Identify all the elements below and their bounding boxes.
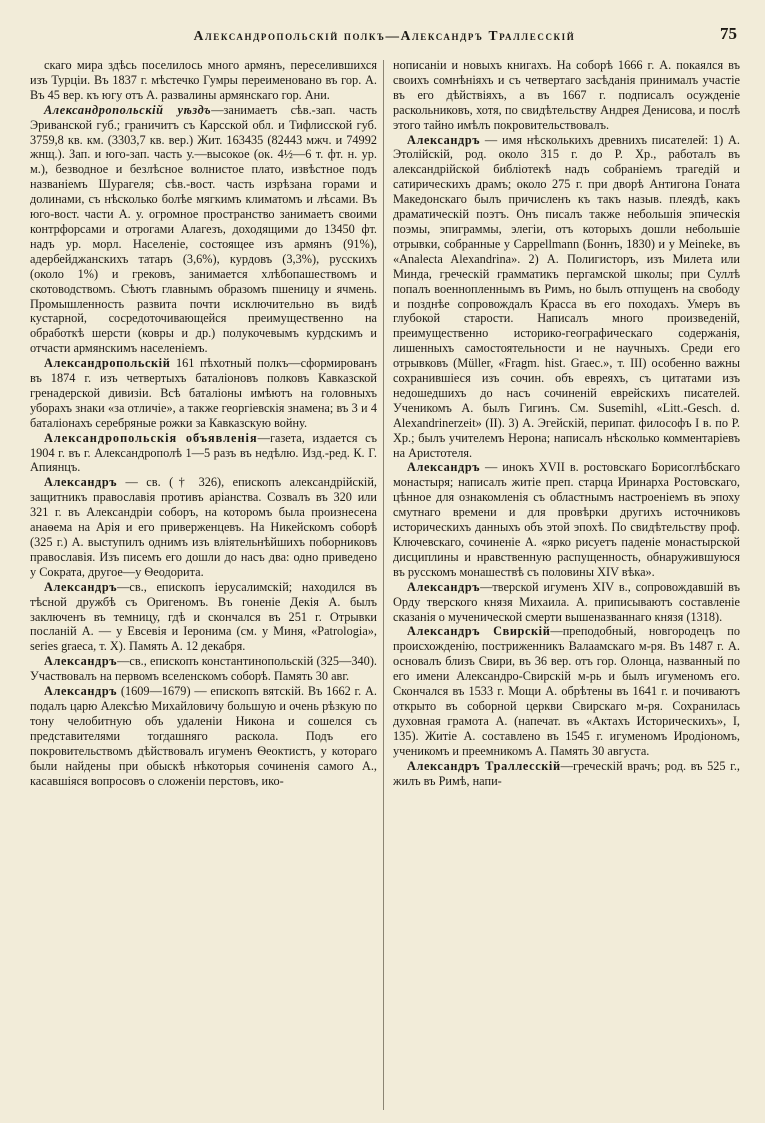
entry-headword: Александръ <box>44 475 118 490</box>
entry-paragraph: нописаніи и новыхъ книгахъ. На соборѣ 1666 г. А. покаялся въ своихъ сомнѣніяхъ и съ четвертаго засѣданія принималъ участіе въ его дѣйствіяхъ, а въ 1667 г. подписалъ осужденіе раскольниковъ, хотя, по свидѣтельству Андрея Денисова, и послѣ этого тайно имѣлъ покровительствовалъ. <box>393 58 740 132</box>
page-number: 75 <box>720 24 737 43</box>
entry-headword: Александръ <box>407 579 481 594</box>
entry-headword: Александропольскія объявленія <box>44 430 258 445</box>
entry-headword: Александръ Траллесскій <box>407 758 561 773</box>
entry-headword: Александропольскій <box>44 356 171 371</box>
entry-paragraph: Александръ (1609—1679) — епископъ вятскій. Въ 1662 г. А. подалъ царю Алексѣю Михайловичу большую и очень рѣзкую по тону челобитную объ удаленіи Никона и сошелся съ представителями тогдашняго раскола. Подъ его покровительствомъ дѣйствовалъ игуменъ Ѳеоктистъ, у котораго были найдены при обыскѣ нѣкоторыя сочиненія самого А., касавшіяся вопросовъ о сложеніи перстовъ, ико- <box>30 684 377 788</box>
entry-paragraph: Александропольскій уѣздъ—занимаетъ сѣв.-зап. часть Эриванской губ.; граничитъ съ Карсской обл. и Тифлисской губ. 3759,8 кв. км. (3303,7 кв. вер.) Жит. 163435 (82443 мжч. и 74992 жнщ.). Зап. и юго-зап. часть у.—высокое (ок. 4½—6 т. фт. н. ур. м.), безводное и безлѣсное волнистое плато, извѣстное подъ названіемъ Шурагеля; сѣв.-вост. часть изрѣзана горами и долинами, съ нѣсколько болѣе мягкимъ климатомъ и лѣсами. Въ юго-вост. части А. у. огромное пространство занимаетъ своими контрфорсами и отрогами Алагезъ, доходящими до 13450 фт. надъ ур. морл. Населеніе, состоящее изъ армянъ (91%), адербейджанскихъ татаръ (3,6%), курдовъ (3,3%), русскихъ (около 1%) и грековъ, занимается хлѣбопашествомъ и скотоводствомъ. Сѣютъ главнымъ образомъ пшеницу и ячмень. Промышленность развита почти исключительно въ видѣ кустарной, сосредоточивающейся преимущественно на обработкѣ шерсти (ковры и др.) полукочевымъ курдскимъ и отчасти армянскимъ населеніемъ. <box>30 102 377 356</box>
left-column <box>30 58 377 788</box>
entry-headword: Александръ <box>44 579 118 594</box>
header-title: Александропольскій полкъ—Александръ Траллесскій <box>193 28 576 43</box>
entry-headword: Александръ <box>407 460 481 475</box>
entry-paragraph: Александръ — св. († 326), епископъ александрійскій, защитникъ православія противъ аріанства. Созвалъ въ 320 или 321 г. въ Александріи соборъ, на которомъ была произнесена анаѳема на Арія и его приверженцевъ. На Никейскомъ соборѣ (325 г.) А. выступилъ однимъ изъ вліятельнѣйшихъ поборниковъ православія. Изъ писемъ его дошли до насъ два: одно приведено у Сократа, другое—у Ѳеодорита. <box>30 475 377 579</box>
entry-paragraph: скаго мира здѣсь поселилось много армянъ, переселившихся изъ Турціи. Въ 1837 г. мѣстечко Гумры переименовано въ гор. А. Въ 45 вер. къ югу отъ А. развалины армянскаго гор. Ани. <box>30 58 377 102</box>
entry-paragraph: Александропольскія объявленія—газета, издается съ 1904 г. въ г. Александрополѣ 1—5 разъ въ недѣлю. Изд.-ред. К. Г. Апиянцъ. <box>30 430 378 475</box>
entry-headword: Александръ <box>44 684 118 699</box>
entry-paragraph: Александръ — инокъ XVII в. ростовскаго Борисоглѣбскаго монастыря; написалъ житіе преп. старца Иринарха Ростовскаго, цѣнное для ознакомленія съ областнымъ настроеніемъ въ эпоху смутнаго времени и для провѣрки другихъ источниковъ историческихъ данныхъ объ этой эпохѣ. По свидѣтельству проф. Ключевскаго, сочиненіе А. «ярко рисуетъ паденіе монастырской дисциплины и нравственную распущенность, обнаружившуюся въ русскомъ монашествѣ съ половины XIV вѣка». <box>393 460 740 579</box>
right-column <box>393 58 740 788</box>
column-divider <box>383 60 384 1110</box>
entry-paragraph: Александръ — имя нѣсколькихъ древнихъ писателей: 1) А. Этолійскій, род. около 315 г. до Р. Хр., работалъ въ александрійской библіотекѣ надъ собраніемъ трагедій и сатирическихъ драмъ; около 275 г. при дворѣ Антигона Гоната Македонскаго былъ причисленъ къ такъ назыв. плеядѣ, какъ драматическій поэтъ. Онъ писалъ также небольшія эпическія поэмы, эпиграммы, элегіи, отъ которыхъ дошли небольшіе отрывки, собранные у Cappellmann (Боннъ, 1830) и у Meineke, въ «Analecta Alexandrina». 2) А. Полигисторъ, изъ Милета или Минда, греческій грамматикъ пергамской школы; при Суллѣ попалъ военнопленнымъ въ Римъ, но былъ отпущенъ на свободу и позднѣе сопровождалъ Красса въ его походахъ. Умеръ въ глубокой старости. Написалъ много произведеній, преимущественно историко-географическаго содержанія, лишенныхъ самостоятельности и не научныхъ. Среди его отрывковъ (Müller, «Fragm. hist. Graec.», т. III) особенно важны сохранившіеся изъ сочин. объ евреяхъ, съ цитатами изъ недошедшихъ до насъ сочиненій еврейскихъ писателей. Ученикомъ А. былъ Гигинъ. См. Susemihl, «Litt.-Gesch. d. Alexandrinerzeit» (II). 3) А. Эгейскій, перипат. философъ I в. по Р. Хр.; былъ учителемъ Нерона; написалъ нѣсколько комментаріевъ на Аристотеля. <box>393 132 740 460</box>
entry-headword: Александръ <box>407 132 481 147</box>
entry-paragraph: Александръ Свирскій—преподобный, новгородецъ по происхожденію, постриженникъ Валаамскаго м-ря. Въ 1487 г. А. основалъ близъ Свири, въ 36 вер. отъ гор. Олонца, названный по его имени Александро-Свирскій м-рь и былъ игуменомъ его. Скончался въ 1533 г. Мощи А. обрѣтены въ 1641 г. и почиваютъ открыто въ соборной церкви Свирскаго м-ря. Сохранилась духовная грамота А. (напечат. въ «Актахъ Историческихъ», I, 135). Житіе А. составлено въ 1545 г. игуменомъ Иродіономъ, ученикомъ и преемникомъ А. Память 30 августа. <box>393 624 740 758</box>
running-header <box>32 24 737 50</box>
entry-headword: Александръ Свирскій <box>407 624 551 639</box>
entry-headword: Александръ <box>44 654 118 669</box>
entry-paragraph: Александръ—св., епископъ іерусалимскій; находился въ тѣсной дружбѣ съ Оригеномъ. Въ гоненіе Декія А. былъ заключенъ въ темницу, гдѣ и скончался въ 251 г. Отрывки посланій А. — у Евсевія и Іеронима (см. у Миня, «Patrologia», series graeca, т. X). Память А. 12 декабря. <box>30 579 377 654</box>
entry-paragraph: Александръ—св., епископъ константинопольскій (325—340). Участвовалъ на первомъ вселенскомъ соборѣ. Память 30 авг. <box>30 654 377 684</box>
entry-paragraph: Александръ Траллесскій—греческій врачъ; род. въ 525 г., жилъ въ Римѣ, напи- <box>393 758 740 788</box>
entry-headword: Александропольскій уѣздъ <box>44 102 212 117</box>
entry-paragraph: Александропольскій 161 пѣхотный полкъ—сформированъ въ 1874 г. изъ четвертыхъ баталіоновъ полковъ Кавказской гренадерской дивизіи. Всѣ баталіоны имѣютъ на головныхъ уборахъ знаки «за отличіе», а также георгіевскія знамена; въ 3 и 4 баталіонахъ серебряные рожки за Кавказскую войну. <box>30 356 377 430</box>
entry-paragraph: Александръ—тверской игуменъ XIV в., сопровождавшій въ Орду тверского князя Михаила. А. приписываютъ составленіе сказанія о мученической смерти вышеназваннаго князя (1318). <box>393 579 740 624</box>
